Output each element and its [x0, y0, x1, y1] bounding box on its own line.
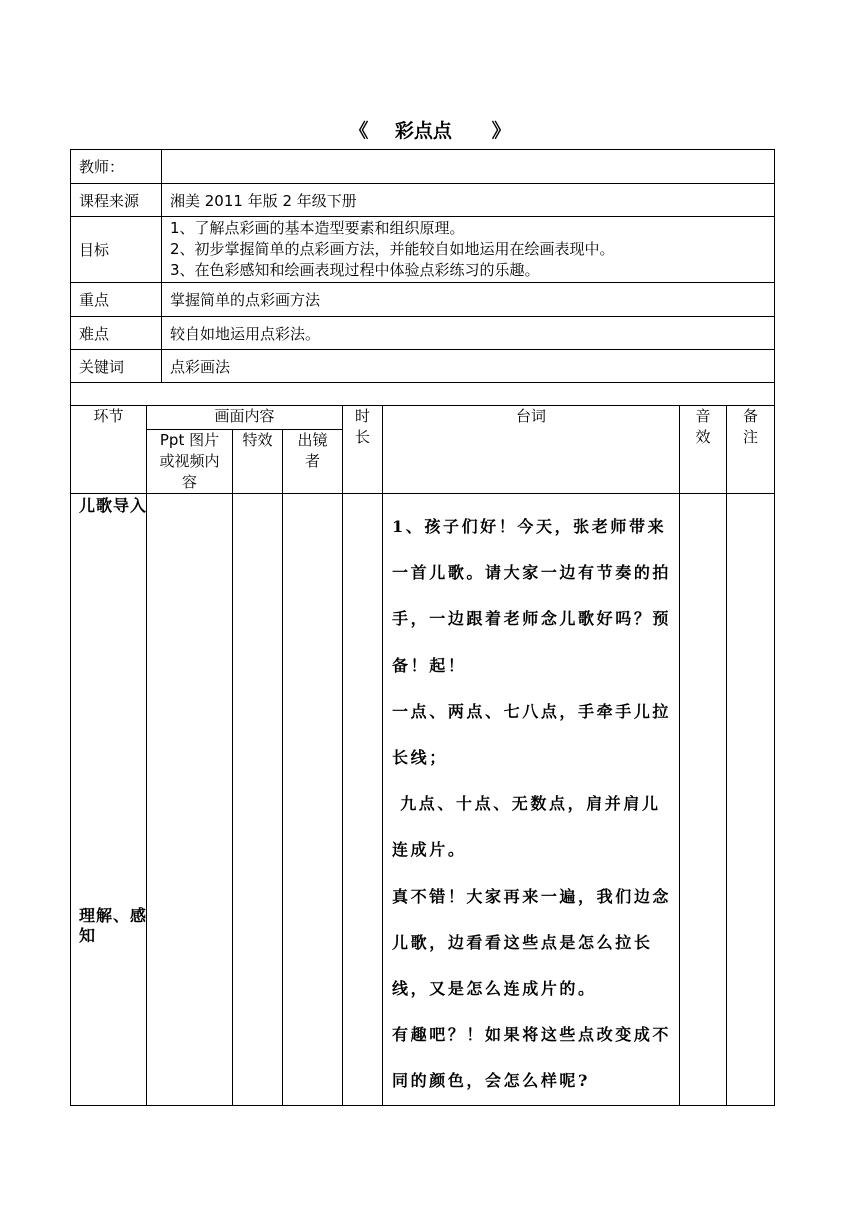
header-ppt-content: Ppt 图片或视频内容 — [147, 430, 233, 494]
source-label: 课程来源 — [71, 184, 162, 217]
duration-cell — [343, 494, 383, 1106]
goal-label: 目标 — [71, 217, 162, 283]
stage-intro: 儿歌导入 — [79, 496, 148, 515]
key-point-value: 掌握简单的点彩画方法 — [162, 283, 775, 317]
teacher-label: 教师： — [71, 150, 162, 184]
script-cell — [383, 494, 680, 1106]
keyword-label: 关键词 — [71, 350, 162, 383]
goal-item: 1、了解点彩画的基本造型要素和组织原理。 — [170, 219, 465, 237]
lesson-plan-table — [70, 405, 775, 1106]
content-row — [71, 494, 775, 1106]
difficulty-row — [71, 317, 775, 350]
goal-list — [162, 217, 775, 283]
script-paragraph: 一点、两点、七八点，手牵手儿拉长线； — [392, 701, 672, 768]
script-paragraph: 1、孩子们好！今天，张老师带来一首儿歌。请大家一边有节奏的拍手，一边跟着老师念儿歌好吗？预备！起！ — [392, 517, 672, 675]
header-effects: 特效 — [233, 430, 283, 494]
header-on-screen: 出镜者 — [283, 430, 343, 494]
keyword-row — [71, 350, 775, 383]
on-screen-cell — [283, 494, 343, 1106]
spacer-row — [71, 383, 775, 406]
header-row — [71, 406, 775, 430]
source-value: 湘美 2011 年版 2 年级下册 — [162, 184, 775, 217]
effects-cell — [233, 494, 283, 1106]
difficulty-value: 较自如地运用点彩法。 — [162, 317, 775, 350]
notes-cell — [727, 494, 775, 1106]
header-sound-effects: 音效 — [680, 406, 727, 494]
header-duration: 时长 — [343, 406, 383, 494]
sound-cell — [680, 494, 727, 1106]
ppt-cell — [147, 494, 233, 1106]
lesson-info-table — [70, 149, 775, 406]
goal-item: 3、在色彩感知和绘画表现过程中体验点彩练习的乐趣。 — [170, 261, 540, 279]
header-screen-content: 画面内容 — [147, 406, 343, 430]
header-script: 台词 — [383, 406, 680, 494]
spacer-cell — [71, 383, 775, 406]
key-point-label: 重点 — [71, 283, 162, 317]
goal-item: 2、初步掌握简单的点彩画方法，并能较自如地运用在绘画表现中。 — [170, 240, 615, 258]
keyword-value: 点彩画法 — [162, 350, 775, 383]
key-point-row — [71, 283, 775, 317]
source-row — [71, 184, 775, 217]
teacher-value — [162, 150, 775, 184]
script-paragraph: 真不错！大家再来一遍，我们边念儿歌，边看看这些点是怎么拉长线，又是怎么连成片的。 — [392, 886, 672, 999]
goal-row — [71, 217, 775, 283]
teacher-row — [71, 150, 775, 184]
stage-understand: 理解、感知 — [79, 906, 148, 945]
header-stage: 环节 — [71, 406, 147, 494]
script-paragraph: 九点、十点、无数点，肩并肩儿连成片。 — [392, 794, 661, 860]
difficulty-label: 难点 — [71, 317, 162, 350]
stage-cell — [71, 494, 147, 1106]
script-paragraph: 有趣吧？！如果将这些点改变成不同的颜色，会怎么样呢? — [392, 1025, 672, 1091]
header-notes: 备注 — [727, 406, 775, 494]
document-title: 《 彩点点 》 — [349, 120, 511, 142]
